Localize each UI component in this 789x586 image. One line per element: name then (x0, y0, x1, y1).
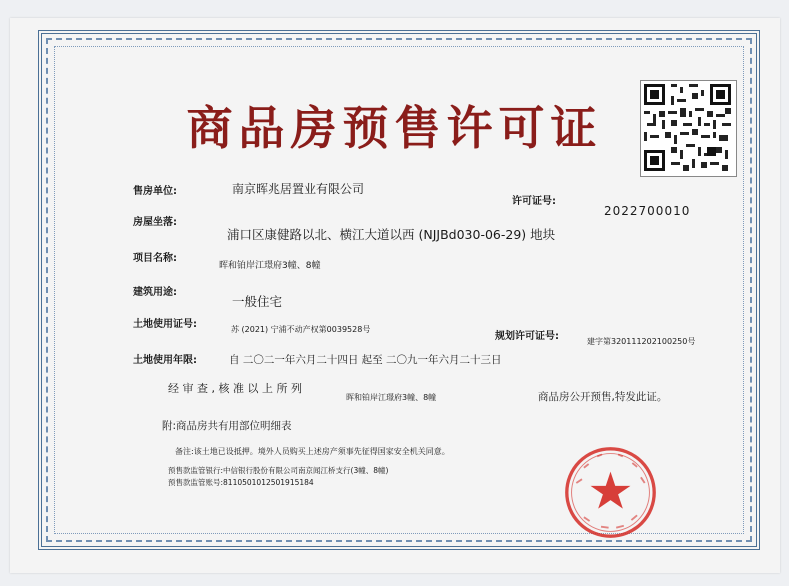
location-value: 浦口区康健路以北、横江大道以西 (NJJBd030-06-29) 地块 (227, 227, 556, 242)
project-value: 晖和铂岸江璟府3幢、8幢 (219, 261, 321, 271)
certificate-title: 商品房预售许可证 (186, 101, 603, 155)
land-cert-value: 苏 (2021) 宁浦不动产权第0039528号 (231, 325, 371, 334)
seller-label: 售房单位: (133, 186, 177, 197)
planning-value: 建字第320111202100250号 (587, 337, 696, 346)
location-label: 房屋坐落: (133, 217, 177, 228)
approval-text-left: 经 审 查 , 核 准 以 上 所 列 (168, 382, 302, 395)
land-period-label: 土地使用年限: (133, 355, 197, 366)
permit-no-value: 2022700010 (604, 204, 691, 218)
supervision-bank: 预售款监管银行:中信银行股份有限公司南京闻江桥支行(3幢、8幢) (168, 466, 389, 475)
official-seal-icon (563, 445, 658, 540)
seller-value: 南京晖兆居置业有限公司 (232, 182, 365, 196)
approval-text-right: 商品房公开预售,特发此证。 (538, 391, 668, 403)
project-label: 项目名称: (133, 253, 177, 264)
common-parts-note: 附:商品房共有用部位明细表 (162, 420, 292, 432)
use-value: 一般住宅 (232, 294, 283, 309)
approval-project: 晖和铂岸江璟府3幢、8幢 (346, 393, 437, 402)
permit-no-label: 许可证号: (512, 196, 556, 207)
land-cert-label: 土地使用证号: (133, 319, 197, 330)
use-label: 建筑用途: (133, 287, 177, 298)
land-period-value: 自 二〇二一年六月二十四日 起至 二〇九一年六月二十三日 (229, 354, 502, 366)
remarks-note: 备注:该土地已设抵押。境外人员购买上述房产须事先征得国家安全机关同意。 (175, 447, 450, 456)
qr-code-icon (640, 80, 737, 177)
planning-label: 规划许可证号: (495, 331, 559, 342)
supervision-account: 预售款监管账号:8110501012501915184 (168, 478, 314, 487)
